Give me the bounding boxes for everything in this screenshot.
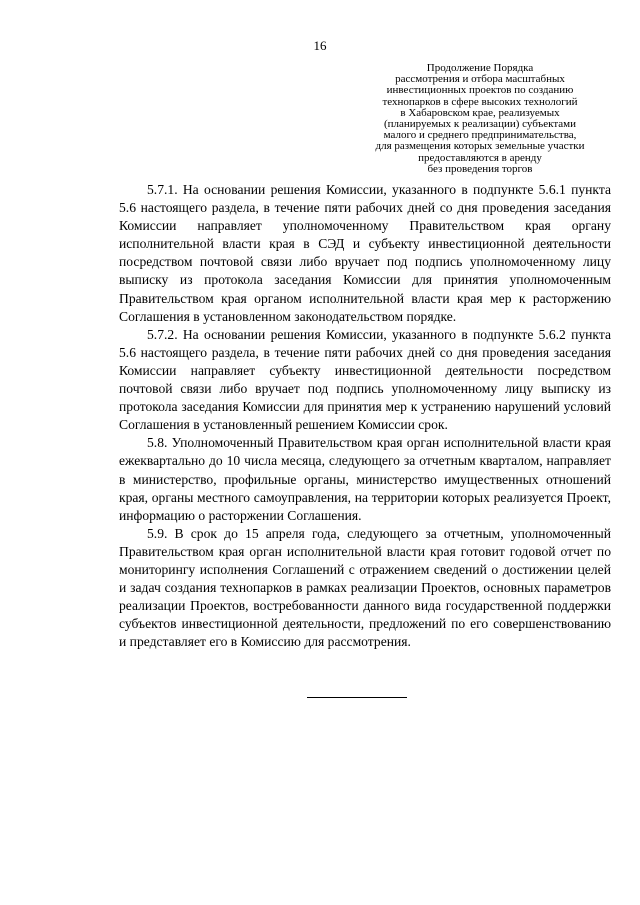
header-line: предоставляются в аренду: [418, 151, 542, 164]
header-line: Продолжение Порядка: [426, 62, 534, 74]
header-line: в Хабаровском крае, реализуемых: [400, 106, 560, 119]
paragraph-5-8: 5.8. Уполномоченный Правительством края орган исполнительной власти края ежеквартально до 10 числа месяца, следующего за отчетным кварталом, направляет в министерство, профильные органы, министерство имущественных отношений края, органы местного самоуправления, на территории которых реализуется Проект, информацию о расторжении Соглашения.: [119, 435, 611, 523]
end-divider: [307, 697, 407, 698]
header-line: для размещения которых земельные участки: [375, 140, 585, 153]
header-line: малого и среднего предпринимательства,: [383, 129, 577, 142]
header-line: без проведения торгов: [427, 162, 533, 175]
header-line: рассмотрения и отбора масштабных: [395, 73, 565, 86]
header-line: (планируемых к реализации) субъектами: [383, 118, 576, 131]
paragraph-5-7-2: 5.7.2. На основании решения Комиссии, указанного в подпункте 5.6.2 пункта 5.6 настоящего раздела, в течение пяти рабочих дней со дня проведения заседания Комиссии направляет субъекту инвестиционной деятельности посредством почтовой связи либо вручает под подпись уполномоченному лицу выписку из протокола заседания Комиссии для принятия мер к устранению нарушений условий Соглашения в установленный решением Комиссии срок.: [119, 326, 611, 433]
paragraph-5-7-1: 5.7.1. На основании решения Комиссии, указанного в подпункте 5.6.1 пункта 5.6 настоящего раздела, в течение пяти рабочих дней со дня проведения заседания Комиссии направляет уполномоченному Правительством края органу исполнительной власти края в СЭД и субъекту инвестиционной деятельности посредством почтовой связи либо вручает под подпись уполномоченному лицу выписку из протокола заседания Комиссии для принятия уполномоченным Правительством края органом исполнительной власти края мер к расторжению Соглашения в установленном законодательством порядке.: [119, 182, 611, 324]
header-line: технопарков в сфере высоких технологий: [382, 95, 578, 108]
page-number: 16: [313, 38, 327, 53]
paragraph-5-9: 5.9. В срок до 15 апреля года, следующего за отчетным, уполномоченный Правительством края орган исполнительной власти края готовит годовой отчет по мониторингу исполнения Соглашений с отражением сведений о достижении целей и задач создания технопарков в рамках реализации Проектов, основных параметров реализации Проектов, востребованности данного вида государственной поддержки субъектов инвестиционной деятельности, предложений по его совершенствованию и представляет его в Комиссию для рассмотрения.: [119, 525, 611, 650]
document-header: [360, 63, 600, 175]
document-body: [119, 181, 611, 651]
header-line: инвестиционных проектов по созданию: [386, 84, 574, 97]
